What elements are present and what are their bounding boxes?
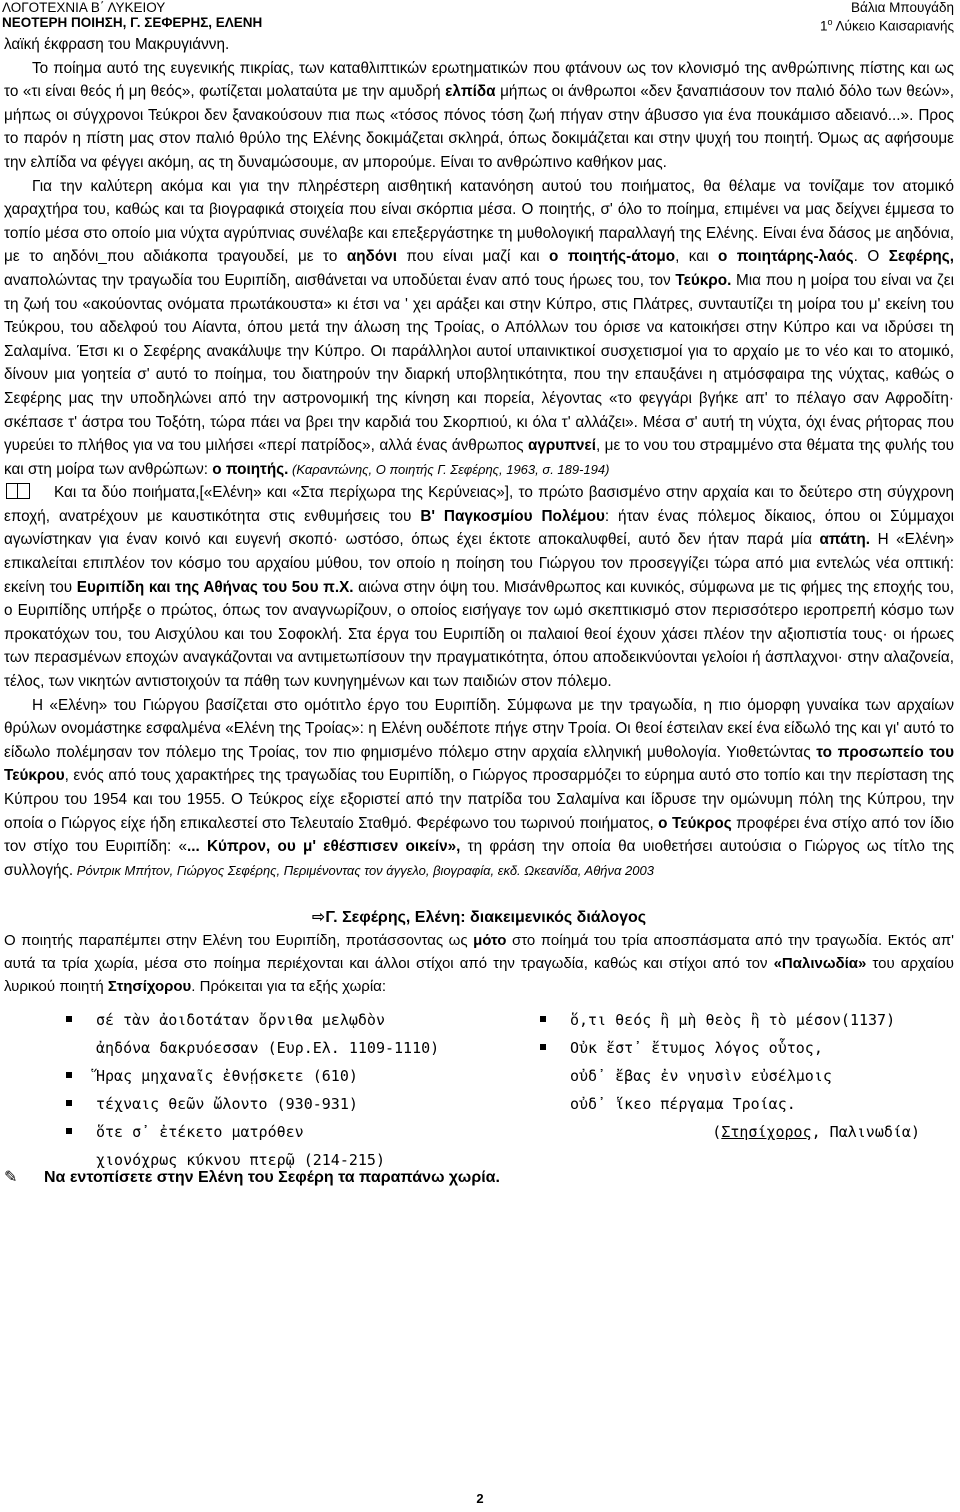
document-body <box>4 33 954 1190</box>
verse-line <box>66 1090 439 1118</box>
header-author: Βάλια Μπουγάδη <box>851 0 954 15</box>
paragraph-1: Το ποίημα αυτό της ευγενικής πικρίας, των καταθλιπτικών ερωτηματικών που φτάνουν ως τον κλονισμό της ανθρώπινης πίστης και ως το «τι είναι θεός ή μη θεός», φωτίζεται μολαταύτα με την αμυδρή ελπίδα μήπως οι άνθρωποι «δεν ξαναπιάσουν τον παλιό δόλο των θεών», μήπως οι σύγχρονοι Τεύκροι δεν ξανακούσουν πια πως «τόσος πόνος τόση ζωή πήγαν στην άβυσσο για ένα πουκάμισο αδειανό...». Προς το παρόν η πίστη μας στον παλιό θρύλο της Ελένης δοκιμάζεται σκληρά, όπως δοκιμάζεται και στην ψυχή του ποιητή. Όμως ας αφήσουμε την ελπίδα να φέγγει ακόμη, ας τη δυναμώσουμε, αν μπορούμε. Είναι το ανθρώπινο καθήκον μας. <box>4 59 954 171</box>
verse-line <box>66 1146 439 1174</box>
task-instruction: ✎ Να εντοπίσετε στην Ελένη του Σεφέρη τα παραπάνω χωρία. <box>4 1166 954 1190</box>
verse-line <box>66 1006 439 1034</box>
verse-text: οὐδ᾽ ἔβας ἐν νηυσὶν εὐσέλμοις <box>570 1067 832 1086</box>
bullet-icon <box>66 1128 72 1134</box>
bullet-icon <box>540 1044 546 1050</box>
verse-text: ὅτε σ᾽ ἐτέκετο ματρόθεν <box>96 1123 304 1142</box>
verses-left-column <box>66 1006 439 1174</box>
paragraph-2: Για την καλύτερη ακόμα και για την πληρέστερη αισθητική κατανόηση αυτού του ποιήματος, θα θέλαμε να τονίζαμε τον ατομικό χαραχτήρα του, καθώς και τα βιογραφικά στοιχεία που είναι σκόρπια μέσα. Ο ποιητής, σ' όλο το ποίημα, επιμένει να μας δείχνει έμμεσα το τοπίο μέσα στο οποίο μια νύχτα αγρύπνιας συνέλαβε και επεξεργάστηκε τη μυθολογική παραλλαγή της Ελένης. Είναι ένα δάσος με αηδόνια, με το αηδόνι_που αδιάκοπα τραγουδεί, με το αηδόνι που είναι μαζί και ο ποιητής-άτομο, και ο ποιητάρης-λαός. Ο Σεφέρης, αναπολώντας την τραγωδία του Ευριπίδη, αισθάνεται να υποδύεται έναν από τους ήρωες του, τον Τεύκρο. Μια που η μοίρα του είναι να ζει τη ζωή του «ακούοντας ονόματα πρωτάκουστα» κι έτσι να ' χει αράξει και στην Κύπρο, στις Πλάτρες, συνταυτίζει τη μοίρα του μ' εκείνη του Τεύκρου, του αδελφού του Αίαντα, όπου μετά την άλωση της Τροίας, ο Απόλλων του όρισε να κατοικήσει στην Κύπρο και να ιδρύσει τη Σαλαμίνα. Έτσι κι ο Σεφέρης ανακάλυψε την Κύπρο. Οι παράλληλοι αυτοί υπαινικτικοί συσχετισμοί για το αρχαίο με το νέο και το ατομικό, δίνουν μια γοητεία σ' αυτό το ποίημα, του διατηρούν την διαρκή υποβλητικότητα, που την επαυξάνει η ατμόσφαιρα της νύχτας, καθώς ο Σεφέρης μας την υποδηλώνει από την αστρονομική της κίνηση και πορεία, λέγοντας «το φεγγάρι βγήκε απ' το πέλαγο σαν Αφροδίτη· σκέπασε τ' άστρα του Τοξότη, τώρα πάει να βρει την καρδιά του Σκορπιού, κι όλα τ' αλλάζει». Μέσα σ' αυτή τη νύχτα, όχι ένας ρήτορας που γυρεύει το πλήθος για να του μιλήσει «περί πατρίδος», αλλά ένας άνθρωπος αγρυπνεί, με το νου του στραμμένο στα θέματα της φυλής του και στη μοίρα των ανθρώπων: ο ποιητής. (Καραντώνης, Ο ποιητής Γ. Σεφέρης, 1963, σ. 189-194) <box>4 177 954 478</box>
header-topic: ΝΕΟΤΕΡΗ ΠΟΙΗΣΗ, Γ. ΣΕΦΕΡΗΣ, ΕΛΕΝΗ <box>2 15 263 30</box>
verse-source: (Στησίχορος, Παλινωδία) <box>712 1123 920 1142</box>
book-icon <box>6 483 30 499</box>
pencil-icon: ✎ <box>4 1169 18 1187</box>
verse-text: Ἥρας μηχαναῖς ἐθνῄσκετε (610) <box>96 1067 358 1086</box>
verse-text: ὅ,τι θεός ἢ μὴ θεὸς ἢ τὸ μέσον(1137) <box>570 1011 896 1030</box>
verse-line <box>66 1062 439 1090</box>
verse-line <box>540 1034 920 1062</box>
verse-line <box>540 1090 920 1118</box>
section-title: ⇨Γ. Σεφέρης, Ελένη: διακειμενικός διάλογος <box>311 909 647 927</box>
header-course: ΛΟΓΟΤΕΧΝΙΑ Β΄ ΛΥΚΕΙΟΥ <box>2 0 166 15</box>
verse-text: Οὐκ ἔστ᾽ ἔτυμος λόγος οὗτος, <box>570 1039 823 1058</box>
bullet-icon <box>66 1072 72 1078</box>
verse-text: ἀηδόνα δακρυόεσσαν (Ευρ.Ελ. 1109-1110) <box>96 1039 440 1058</box>
paragraph-5: Ο ποιητής παραπέμπει στην Ελένη του Ευριπίδη, προτάσσοντας ως μότο στο ποίημά του τρία αποσπάσματα από την τραγωδία. Εκτός απ' αυτά τα τρία χωρία, μέσα στο ποίημα περιέχονται και άλλοι στίχοι από την τραγωδία, καθώς και στίχοι από τον «Παλινωδία» του αρχαίου λυρικού ποιητή Στησίχορου. Πρόκειται για τα εξής χωρία: <box>4 932 954 995</box>
paragraph-4: Η «Ελένη» του Γιώργου βασίζεται στο ομότιτλο έργο του Ευριπίδη. Σύμφωνα με την τραγωδία, η πιο όμορφη γυναίκα των αρχαίων θρύλων ονομάστηκε εσφαλμένα «Ελένη της Τροίας»: η Ελένη ουδέποτε πήγε στην Τροία. Οι θεοί έστειλαν εκεί ένα είδωλό της και γι' αυτό το είδωλο πολέμησαν τον πόλεμο της Τροίας, τον πιο φημισμένο πόλεμο στην αρχαία ελληνική μυθολογία. Υιοθετώντας το προσωπείο του Τεύκρου, ενός από τους χαρακτήρες της τραγωδίας του Ευριπίδη, ο Γιώργος προσαρμόζει το εύρημα αυτό στο τοπίο και την περίσταση της Κύπρου του 1954 και του 1955. Ο Τεύκρος είχε εξοριστεί από την πατρίδα του Σαλαμίνα και ίδρυσε την ομώνυμη πόλη της Κύπρου, την οποία ο Γιώργος είχε ήδη επικαλεστεί στο Τελευταίο Σταθμό. Φερέφωνο του τωρινού ποιήματος, ο Τεύκρος προφέρει ένα στίχο από τον ίδιο τον στίχο του Ευριπίδη: «... Κύπρον, ου μ' εθέσπισεν οικείν», τη φράση την οποία θα υιοθετήσει αυτούσια ο Γιώργος ως τίτλο της συλλογής. Ρόντρικ Μπήτον, Γιώργος Σεφέρης, Περιμένοντας τον άγγελο, βιογραφία, εκδ. Ωκεανίδα, Αθήνα 2003 <box>4 696 954 879</box>
header-school: $1^o$ Λύκειο Καισαριανής <box>820 17 954 34</box>
page-number: 2 <box>476 1491 484 1506</box>
bullet-icon <box>540 1016 546 1022</box>
verse-text: οὐδ᾽ ἵκεο πέργαμα Τροίας. <box>570 1095 796 1114</box>
header-right <box>820 0 954 34</box>
verse-text: σέ τὰν ἀοιδοτάταν ὄρνιθα μελῳδὸν <box>96 1011 385 1030</box>
bullet-icon <box>66 1016 72 1022</box>
verse-line <box>66 1034 439 1062</box>
verse-line <box>540 1062 920 1090</box>
bullet-icon <box>66 1100 72 1106</box>
arrow-right-icon: ⇨ <box>311 909 326 927</box>
verse-text: χιονόχρως κύκνου πτερῷ (214-215) <box>96 1151 385 1170</box>
verse-line <box>66 1118 439 1146</box>
verses-right-column <box>540 1006 920 1146</box>
paragraph-0: λαϊκή έκφραση του Μακρυγιάννη. <box>4 36 230 53</box>
header-left <box>2 0 262 30</box>
paragraph-3: Και τα δύο ποιήματα,[«Ελένη» και «Στα περίχωρα της Κερύνειας»], το πρώτο βασισμένο στην αρχαία και το δεύτερο στη σύγχρονη εποχή, ανατρέχουν με καυστικότητα στις ενθυμήσεις του Β' Παγκοσμίου Πολέμου: ήταν ένας πόλεμος δίκαιος, όπου οι Σύμμαχοι αγωνίστηκαν για έναν κοινό και ευγενή σκοπό· ωστόσο, όπως έχει έκτοτε αποκαλυφθεί, αυτό δεν ήταν παρά μία απάτη. Η «Ελένη» επικαλείται επιπλέον τον κόσμο του αρχαίου μύθου, τον οποίο η ποίηση του Γιώργου τον προσεγγίζει τώρα από μια εντελώς νέα οπτική: εκείνη του Ευριπίδη και της Αθήνας του 5ου π.Χ. αιώνα στην όψη του. Μισάνθρωπος και κυνικός, σύμφωνα με τις φήμες της εποχής του, ο Ευριπίδης υπήρξε ο πρώτος, όπως τον αναγνωρίζουν, ο οποίος εισήγαγε τον ωμό σκεπτικισμό στον περισσότερο ιεροπρεπή κόσμο των προκατόχων του, του Αισχύλου και του Σοφοκλή. Στα έργα του Ευριπίδη οι παλαιοί θεοί έχουν χάσει πλέον την αξιοπιστία τους· οι ήρωες των περασμένων εποχών αναγκάζονται να αντιμετωπίσουν την πραγματικότητα, όπου αποδεικνύονται γελοίοι ή άσπλαχνοι· στην αλαζονεία, τέλος, των νικητών αντιστοιχούν τα πάθη των κυνηγημένων και των παιδιών στον πόλεμο. <box>4 484 955 691</box>
page-header <box>0 0 960 36</box>
verse-quotes <box>4 1006 954 1170</box>
verse-line <box>540 1006 920 1034</box>
verse-text: τέχναις θεῶν ὤλοντο (930-931) <box>96 1095 358 1114</box>
